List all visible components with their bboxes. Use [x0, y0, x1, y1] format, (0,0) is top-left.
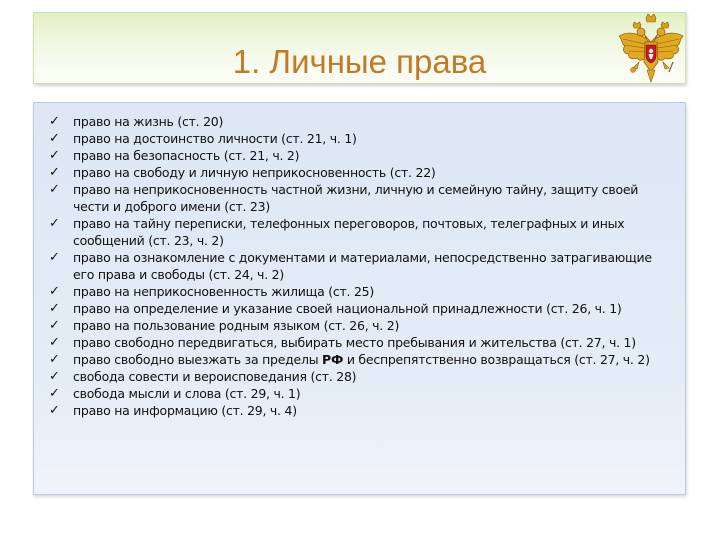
list-item-text: право на безопасность (ст. 21, ч. 2)	[73, 148, 300, 163]
list-item	[49, 351, 669, 368]
list-item	[49, 164, 669, 181]
list-item-text: право на неприкосновенность частной жизни, личную и семейную тайну, защиту своей чести и доброго имени (ст. 23)	[73, 182, 639, 214]
checkmark-icon: ✓	[49, 165, 60, 180]
list-item	[49, 317, 669, 334]
list-item	[49, 147, 669, 164]
list-item	[49, 283, 669, 300]
checkmark-icon: ✓	[49, 148, 60, 163]
list-item-text: право на тайну переписки, телефонных переговоров, почтовых, телеграфных и иных сообщений (ст. 23, ч. 2)	[73, 216, 625, 248]
list-item-text: право на достоинство личности (ст. 21, ч. 1)	[73, 131, 357, 146]
slide-title: 1. Личные права	[232, 43, 487, 80]
checkmark-icon: ✓	[49, 301, 60, 316]
checkmark-icon: ✓	[49, 182, 60, 197]
checkmark-icon: ✓	[49, 250, 60, 265]
checkmark-icon: ✓	[49, 284, 60, 299]
checkmark-icon: ✓	[49, 216, 60, 231]
list-item	[49, 215, 669, 249]
list-item-text: свобода совести и вероисповедания (ст. 28)	[73, 369, 357, 384]
list-item	[49, 368, 669, 385]
list-item-text: и беспрепятственно возвращаться (ст. 27, ч. 2)	[343, 352, 650, 367]
title-box	[33, 12, 686, 84]
list-item-text: право на определение и указание своей национальной принадлежности (ст. 26, ч. 1)	[73, 301, 622, 316]
list-item	[49, 181, 669, 215]
list-item-text: свобода мысли и слова (ст. 29, ч. 1)	[73, 386, 301, 401]
list-item-text: право свободно выезжать за пределы	[73, 352, 323, 367]
list-item	[49, 130, 669, 147]
list-item	[49, 300, 669, 317]
list-item-text: право на информацию (ст. 29, ч. 4)	[73, 403, 297, 418]
list-item-text: право на пользование родным языком (ст. 26, ч. 2)	[73, 318, 400, 333]
checkmark-icon: ✓	[49, 131, 60, 146]
checkmark-icon: ✓	[49, 114, 60, 129]
list-item	[49, 334, 669, 351]
list-item-text: право на неприкосновенность жилища (ст. 25)	[73, 284, 375, 299]
checkmark-icon: ✓	[49, 386, 60, 401]
list-item-bold-text: РФ	[322, 352, 344, 367]
list-item-text: право на ознакомление с документами и материалами, непосредственно затрагивающие его права и свободы (ст. 24, ч. 2)	[73, 250, 652, 282]
list-item-text: право свободно передвигаться, выбирать место пребывания и жительства (ст. 27, ч. 1)	[73, 335, 636, 350]
checkmark-icon: ✓	[49, 352, 60, 367]
content-box	[33, 102, 686, 495]
rights-list	[49, 113, 669, 419]
list-item	[49, 402, 669, 419]
list-item	[49, 249, 669, 283]
list-item	[49, 385, 669, 402]
checkmark-icon: ✓	[49, 318, 60, 333]
list-item-text: право на свободу и личную неприкосновенность (ст. 22)	[73, 165, 436, 180]
list-item-text: право на жизнь (ст. 20)	[73, 114, 224, 129]
checkmark-icon: ✓	[49, 403, 60, 418]
checkmark-icon: ✓	[49, 335, 60, 350]
coat-of-arms-icon	[611, 12, 691, 92]
checkmark-icon: ✓	[49, 369, 60, 384]
list-item	[49, 113, 669, 130]
